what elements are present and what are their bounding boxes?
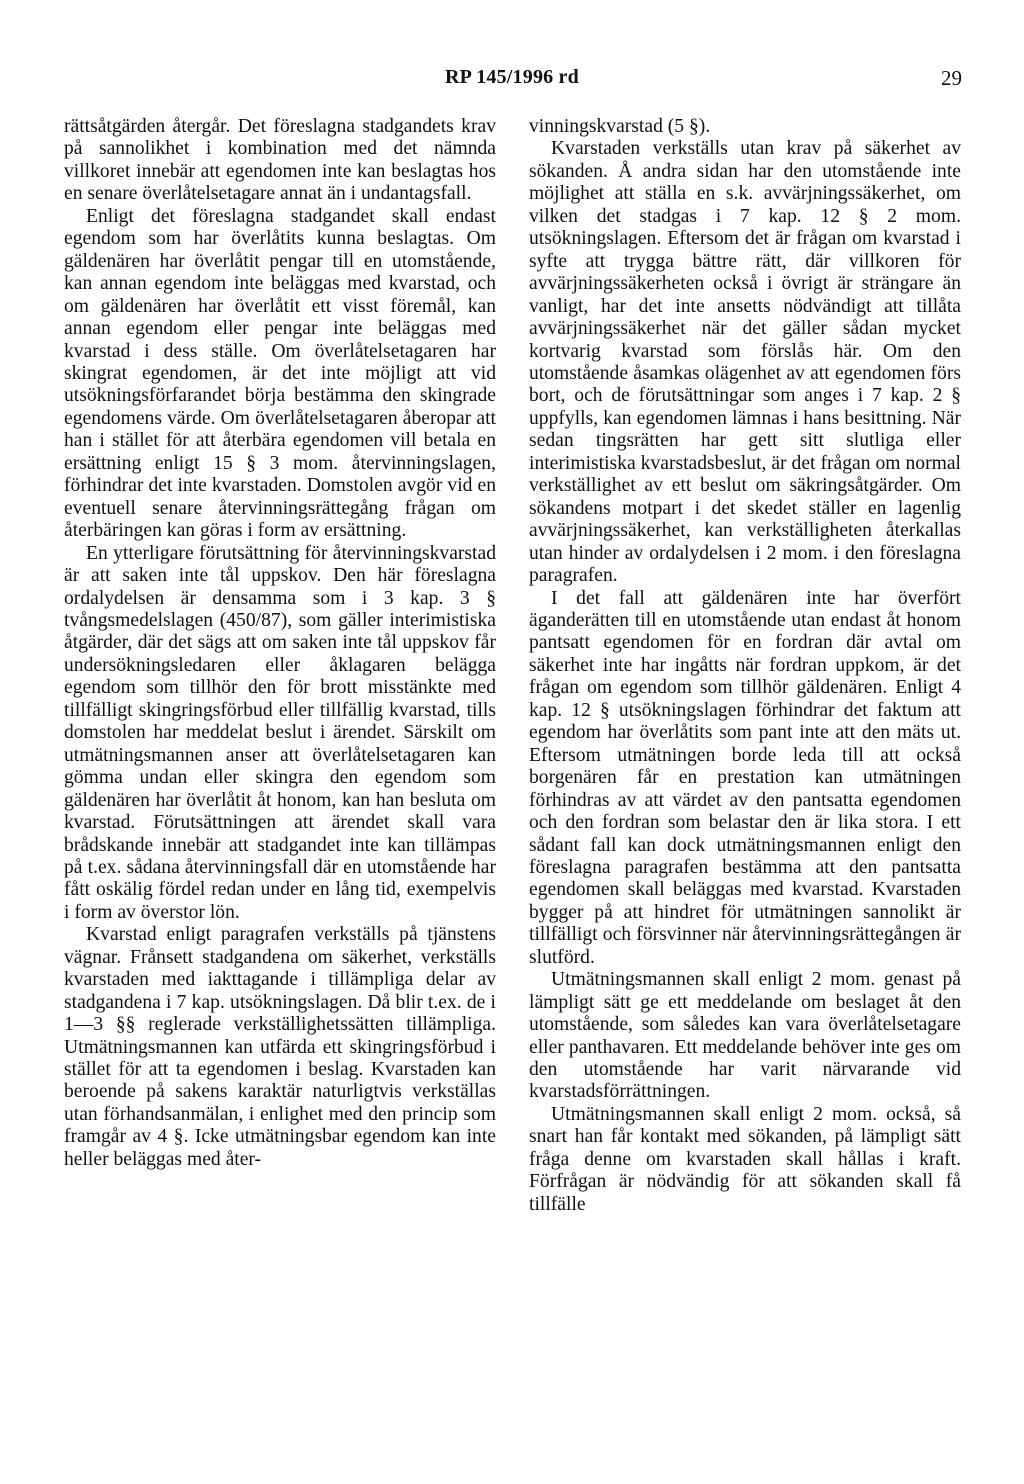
paragraph: Enligt det föreslagna stadgandet skall endast egendom som har överlåtits kunna beslagtas. Om gäldenären har överlåtit pengar till en utomstående, kan annan egendom inte beläggas med kvarstad, och om gäldenären har överlåtit ett visst föremål, kan annan egendom eller pengar inte beläggas med kvarstad i dess ställe. Om överlåtelsetagaren har skingrat egendomen, är det inte möjligt att vid utsökningsförfarandet börja bestämma den skingrade egendomens värde. Om överlåtelsetagaren åberopar att han i stället för att återbära egendomen vill betala en ersättning enligt 15 § 3 mom. återvinningslagen, förhindrar det inte kvarstaden. Domstolen avgör vid en eventuell senare återvinningsrättegång frågan om återbäringen kan göras i form av ersättning. bbox=[64, 205, 496, 542]
page-number: 29 bbox=[941, 66, 962, 90]
paragraph: I det fall att gäldenären inte har överfört äganderätten till en utomstående utan endast åt honom pantsatt egendomen för en fordran där avtal om säkerhet inte har ingåtts när fordran uppkom, är det frågan om egendom som tillhör gäldenären. Enligt 4 kap. 12 § utsökningslagen förhindrar det faktum att egendom har överlåtits som pant inte att den mäts ut. Eftersom utmätningen borde leda till att också borgenären får en prestation kan utmätningen förhindras av att värdet av den pantsatta egendomen och den fordran som belastar den är lika stora. I ett sådant fall kan dock utmätningsmannen enligt den föreslagna paragrafen bestämma att den pantsatta egendomen skall beläggas med kvarstad. Kvarstaden bygger på att hindret för utmätningen sannolikt är tillfälligt och försvinner när återvinningsrättegången är slutförd. bbox=[529, 587, 961, 968]
paragraph: Utmätningsmannen skall enligt 2 mom. genast på lämpligt sätt ge ett meddelande om beslaget åt den utomstående, som således kan vara överlåtelsetagare eller panthavaren. Ett meddelande behöver inte ges om den utomstående har varit närvarande vid kvarstadsförrättningen. bbox=[529, 969, 961, 1103]
paragraph: vinningskvarstad (5 §). bbox=[529, 116, 711, 137]
right-column bbox=[529, 116, 961, 1216]
page-header bbox=[0, 66, 1024, 96]
left-column bbox=[64, 116, 496, 1171]
paragraph: Kvarstaden verkställs utan krav på säkerhet av sökanden. Å andra sidan har den utomstående inte möjlighet att ställa en s.k. avvärjningssäkerhet, om vilken det stadgas i 7 kap. 12 § 2 mom. utsökningslagen. Eftersom det är frågan om kvarstad i syfte att trygga bättre rätt, där villkoren för avvärjningssäkerheten också i övrigt är strängare än vanligt, har det inte ansetts nödvändigt att tillåta avvärjningssäkerhet när det gäller sådan mycket kortvarig kvarstad som förslås här. Om den utomstående åsamkas olägenhet av att egendomen förs bort, och de förutsättningar som anges i 7 kap. 2 § uppfylls, kan egendomen lämnas i hans besittning. När sedan tingsrätten har gett sitt slutliga eller interimistiska kvarstadsbeslut, är det frågan om normal verkställighet av ett beslut om säkringsåtgärder. Om sökandens motpart i det skedet ställer en lagenlig avvärjningssäkerhet, kan verkställigheten återkallas utan hinder av ordalydelsen i 2 mom. i den föreslagna paragrafen. bbox=[529, 138, 961, 587]
paragraph: Kvarstad enligt paragrafen verkställs på tjänstens vägnar. Frånsett stadgandena om säkerhet, verkställs kvarstaden med iakttagande i tillämpliga delar av stadgandena i 7 kap. utsökningslagen. Då blir t.ex. de i 1—3 §§ reglerade verkställighetssätten tillämpliga. Utmätningsmannen kan utfärda ett skingringsförbud i stället för att ta egendomen i beslag. Kvarstaden kan beroende på sakens karaktär naturligtvis verkställas utan förhandsanmälan, i enlighet med den princip som framgår av 4 §. Icke utmätningsbar egendom kan inte heller beläggas med åter- bbox=[64, 924, 496, 1170]
document-id: RP 145/1996 rd bbox=[445, 66, 579, 88]
paragraph: rättsåtgärden återgår. Det föreslagna stadgandets krav på sannolikhet i kombination med det nämnda villkoret innebär att egendomen inte kan beslagtas hos en senare överlåtelsetagare annat än i undantagsfall. bbox=[64, 116, 496, 205]
paragraph: En ytterligare förutsättning för återvinningskvarstad är att saken inte tål uppskov. Den här föreslagna ordalydelsen är densamma som i 3 kap. 3 § tvångsmedelslagen (450/87), som gäller interimistiska åtgärder, där det sägs att om saken inte tål uppskov får undersökningsledaren eller åklagaren belägga egendom som tillhör den för brott misstänkte med tillfälligt skingringsförbud eller tillfällig kvarstad, tills domstolen har meddelat beslut i ärendet. Särskilt om utmätningsmannen anser att överlåtelsetagaren kan gömma undan eller skingra den egendom som gäldenären har överlåtit åt honom, kan han besluta om kvarstad. Förutsättningen att ärendet skall vara brådskande innebär att stadgandet inte kan tillämpas på t.ex. sådana återvinningsfall där en utomstående har fått oskälig fördel redan under en lång tid, exempelvis i form av överstor lön. bbox=[64, 542, 496, 923]
paragraph: Utmätningsmannen skall enligt 2 mom. också, så snart han får kontakt med sökanden, på lämpligt sätt fråga denne om kvarstaden skall hållas i kraft. Förfrågan är nödvändig för att sökanden skall få tillfälle bbox=[529, 1103, 961, 1215]
